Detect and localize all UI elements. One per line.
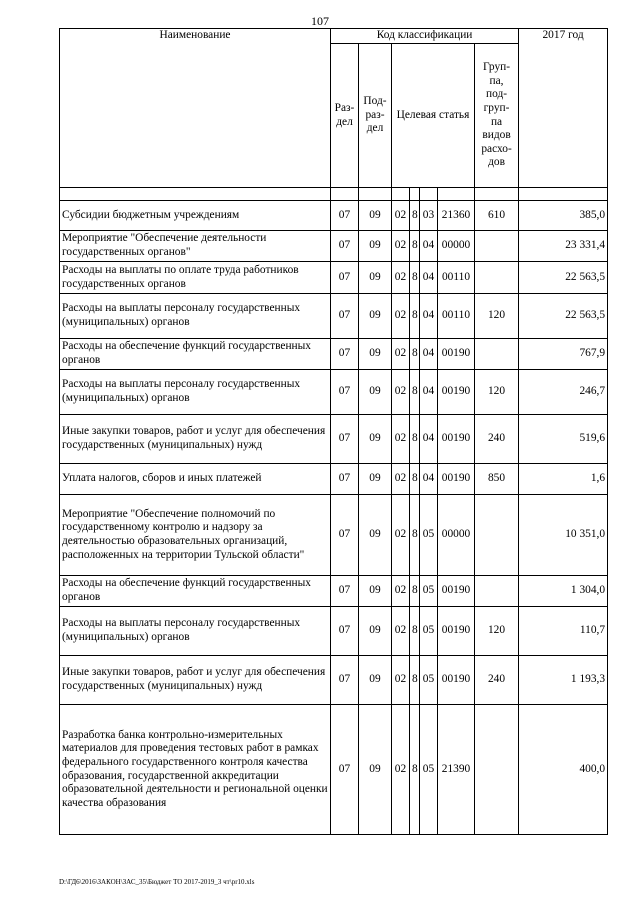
row-amount-2017: 767,9 bbox=[519, 339, 608, 370]
table-row bbox=[60, 415, 608, 464]
row-expense-group: 240 bbox=[475, 656, 519, 705]
row-target-event: 04 bbox=[420, 231, 438, 262]
row-target-event: 04 bbox=[420, 339, 438, 370]
row-subsection: 09 bbox=[359, 607, 392, 656]
row-target-subprogram: 8 bbox=[410, 464, 420, 495]
header-row-top bbox=[60, 29, 608, 44]
row-amount-2017: 385,0 bbox=[519, 201, 608, 231]
header-target: Целевая статья bbox=[392, 44, 475, 188]
row-target-subprogram: 8 bbox=[410, 201, 420, 231]
row-expense-group: 120 bbox=[475, 370, 519, 415]
row-amount-2017: 246,7 bbox=[519, 370, 608, 415]
row-section: 07 bbox=[331, 231, 359, 262]
row-target-program: 02 bbox=[392, 231, 410, 262]
row-section: 07 bbox=[331, 415, 359, 464]
row-target-direction: 00190 bbox=[438, 464, 475, 495]
row-amount-2017: 1,6 bbox=[519, 464, 608, 495]
row-section: 07 bbox=[331, 656, 359, 705]
row-target-program: 02 bbox=[392, 607, 410, 656]
row-expense-group bbox=[475, 576, 519, 607]
row-amount-2017: 110,7 bbox=[519, 607, 608, 656]
row-name: Расходы на выплаты персоналу государственных (муниципальных) органов bbox=[60, 607, 331, 656]
row-section: 07 bbox=[331, 607, 359, 656]
row-expense-group: 850 bbox=[475, 464, 519, 495]
row-subsection: 09 bbox=[359, 576, 392, 607]
row-name: Расходы на выплаты персоналу государственных (муниципальных) органов bbox=[60, 370, 331, 415]
row-expense-group bbox=[475, 705, 519, 835]
row-target-direction: 21390 bbox=[438, 705, 475, 835]
row-expense-group: 120 bbox=[475, 607, 519, 656]
row-target-event: 05 bbox=[420, 607, 438, 656]
row-subsection: 09 bbox=[359, 231, 392, 262]
row-amount-2017: 519,6 bbox=[519, 415, 608, 464]
table-row bbox=[60, 495, 608, 576]
row-target-event: 05 bbox=[420, 705, 438, 835]
row-target-direction: 00190 bbox=[438, 415, 475, 464]
row-subsection: 09 bbox=[359, 370, 392, 415]
header-name: Наименование bbox=[60, 29, 331, 188]
row-name: Субсидии бюджетным учреждениям bbox=[60, 201, 331, 231]
row-target-direction: 00190 bbox=[438, 370, 475, 415]
row-section: 07 bbox=[331, 464, 359, 495]
row-subsection: 09 bbox=[359, 294, 392, 339]
row-section: 07 bbox=[331, 705, 359, 835]
row-target-program: 02 bbox=[392, 262, 410, 294]
file-path-footer: D:\ГД6\2016\ЗАКОН\ЗАС_35\Бюджет ТО 2017-2019_3 чт\pr10.xls bbox=[59, 878, 255, 886]
row-target-subprogram: 8 bbox=[410, 705, 420, 835]
row-target-event: 04 bbox=[420, 464, 438, 495]
row-target-direction: 00190 bbox=[438, 656, 475, 705]
row-section: 07 bbox=[331, 294, 359, 339]
row-subsection: 09 bbox=[359, 656, 392, 705]
row-expense-group: 120 bbox=[475, 294, 519, 339]
row-name: Расходы на обеспечение функций государственных органов bbox=[60, 576, 331, 607]
budget-table bbox=[59, 28, 608, 835]
row-target-program: 02 bbox=[392, 294, 410, 339]
row-target-subprogram: 8 bbox=[410, 231, 420, 262]
row-target-program: 02 bbox=[392, 576, 410, 607]
row-target-subprogram: 8 bbox=[410, 656, 420, 705]
row-target-program: 02 bbox=[392, 370, 410, 415]
row-name: Мероприятие "Обеспечение деятельности государственных органов" bbox=[60, 231, 331, 262]
row-target-subprogram: 8 bbox=[410, 607, 420, 656]
row-amount-2017: 22 563,5 bbox=[519, 262, 608, 294]
row-name: Уплата налогов, сборов и иных платежей bbox=[60, 464, 331, 495]
row-target-direction: 00190 bbox=[438, 339, 475, 370]
row-target-direction: 00190 bbox=[438, 576, 475, 607]
row-target-program: 02 bbox=[392, 415, 410, 464]
row-target-event: 04 bbox=[420, 294, 438, 339]
row-target-program: 02 bbox=[392, 705, 410, 835]
row-target-subprogram: 8 bbox=[410, 339, 420, 370]
table-row bbox=[60, 607, 608, 656]
row-target-subprogram: 8 bbox=[410, 294, 420, 339]
row-section: 07 bbox=[331, 495, 359, 576]
row-name: Расходы на выплаты персоналу государственных (муниципальных) органов bbox=[60, 294, 331, 339]
row-target-subprogram: 8 bbox=[410, 262, 420, 294]
table-row bbox=[60, 231, 608, 262]
row-target-event: 04 bbox=[420, 370, 438, 415]
row-name: Мероприятие "Обеспечение полномочий по государственному контролю и надзору за деятельностью образовательных организаций, расположенных на территории Тульской области" bbox=[60, 495, 331, 576]
row-target-subprogram: 8 bbox=[410, 495, 420, 576]
table-body bbox=[60, 188, 608, 835]
row-amount-2017: 1 304,0 bbox=[519, 576, 608, 607]
row-target-event: 05 bbox=[420, 576, 438, 607]
row-target-direction: 00190 bbox=[438, 607, 475, 656]
row-expense-group bbox=[475, 231, 519, 262]
table-row bbox=[60, 656, 608, 705]
table-row bbox=[60, 262, 608, 294]
row-target-program: 02 bbox=[392, 464, 410, 495]
row-subsection: 09 bbox=[359, 415, 392, 464]
row-expense-group: 240 bbox=[475, 415, 519, 464]
table-row bbox=[60, 339, 608, 370]
row-name: Иные закупки товаров, работ и услуг для обеспечения государственных (муниципальных) нужд bbox=[60, 656, 331, 705]
row-target-subprogram: 8 bbox=[410, 415, 420, 464]
row-amount-2017: 10 351,0 bbox=[519, 495, 608, 576]
row-target-subprogram: 8 bbox=[410, 370, 420, 415]
row-name: Разработка банка контрольно-измерительных материалов для проведения тестовых работ в рамках федерального государственного контроля качества образования, государственной аккредитации образовательной деятельности и региональной оценки качества образования bbox=[60, 705, 331, 835]
table-row bbox=[60, 576, 608, 607]
row-target-event: 03 bbox=[420, 201, 438, 231]
row-target-program: 02 bbox=[392, 495, 410, 576]
row-section: 07 bbox=[331, 576, 359, 607]
row-target-subprogram: 8 bbox=[410, 576, 420, 607]
table-row bbox=[60, 294, 608, 339]
row-target-direction: 21360 bbox=[438, 201, 475, 231]
table-row bbox=[60, 705, 608, 835]
row-target-event: 04 bbox=[420, 262, 438, 294]
row-target-event: 05 bbox=[420, 656, 438, 705]
row-amount-2017: 23 331,4 bbox=[519, 231, 608, 262]
header-group: Груп- па, под- груп- па видов расхо- дов bbox=[475, 44, 519, 188]
row-amount-2017: 22 563,5 bbox=[519, 294, 608, 339]
row-target-direction: 00110 bbox=[438, 294, 475, 339]
row-subsection: 09 bbox=[359, 495, 392, 576]
row-name: Иные закупки товаров, работ и услуг для обеспечения государственных (муниципальных) нужд bbox=[60, 415, 331, 464]
row-expense-group bbox=[475, 495, 519, 576]
row-expense-group bbox=[475, 262, 519, 294]
spacer-row bbox=[60, 188, 608, 201]
row-target-event: 04 bbox=[420, 415, 438, 464]
row-subsection: 09 bbox=[359, 262, 392, 294]
row-target-direction: 00000 bbox=[438, 495, 475, 576]
row-name: Расходы на выплаты по оплате труда работников государственных органов bbox=[60, 262, 331, 294]
row-target-event: 05 bbox=[420, 495, 438, 576]
row-expense-group: 610 bbox=[475, 201, 519, 231]
row-section: 07 bbox=[331, 201, 359, 231]
row-expense-group bbox=[475, 339, 519, 370]
row-section: 07 bbox=[331, 370, 359, 415]
row-subsection: 09 bbox=[359, 464, 392, 495]
row-amount-2017: 1 193,3 bbox=[519, 656, 608, 705]
header-year: 2017 год bbox=[519, 29, 608, 188]
table-row bbox=[60, 370, 608, 415]
row-subsection: 09 bbox=[359, 705, 392, 835]
row-subsection: 09 bbox=[359, 339, 392, 370]
row-name: Расходы на обеспечение функций государственных органов bbox=[60, 339, 331, 370]
header-section: Раз- дел bbox=[331, 44, 359, 188]
row-target-program: 02 bbox=[392, 201, 410, 231]
row-target-direction: 00110 bbox=[438, 262, 475, 294]
header-classification: Код классификации bbox=[331, 29, 519, 44]
table-row bbox=[60, 201, 608, 231]
page-number: 107 bbox=[311, 14, 329, 28]
row-target-direction: 00000 bbox=[438, 231, 475, 262]
header-subsection: Под- раз- дел bbox=[359, 44, 392, 188]
row-target-program: 02 bbox=[392, 656, 410, 705]
row-section: 07 bbox=[331, 339, 359, 370]
row-amount-2017: 400,0 bbox=[519, 705, 608, 835]
row-section: 07 bbox=[331, 262, 359, 294]
row-subsection: 09 bbox=[359, 201, 392, 231]
row-target-program: 02 bbox=[392, 339, 410, 370]
table-row bbox=[60, 464, 608, 495]
